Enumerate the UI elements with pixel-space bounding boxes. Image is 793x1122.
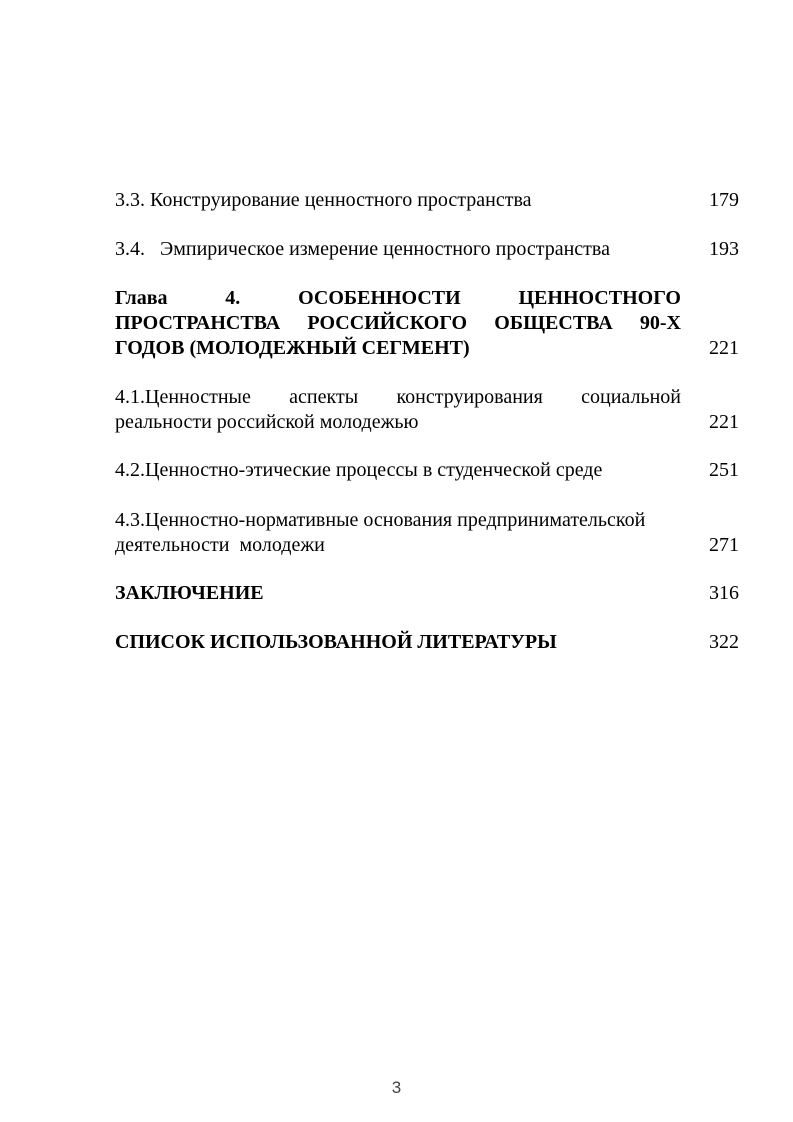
toc-entry-page: 322 — [709, 631, 739, 653]
toc-entry-3-3 — [115, 188, 739, 213]
toc-entry-title: 4.2.Ценностно-этические процессы в студенческой среде — [115, 459, 603, 481]
toc-entry-title: ЗАКЛЮЧЕНИЕ — [115, 582, 264, 604]
toc-entry-title — [115, 385, 681, 435]
toc-title-line: ГОДОВ (МОЛОДЕЖНЫЙ СЕГМЕНТ) — [115, 337, 470, 359]
toc-entry-page: 193 — [709, 238, 739, 260]
toc-entry-title: 3.4. Эмпирическое измерение ценностного пространства — [115, 238, 610, 260]
toc-title-line: деятельности молодежи — [115, 534, 325, 556]
toc-title-line: реальности российской молодежью — [115, 411, 419, 433]
toc-title-line: 4.1.Ценностные аспекты конструирования социальной — [115, 386, 681, 408]
toc-entry-page: 179 — [709, 189, 739, 211]
toc-entry-title — [115, 508, 681, 558]
toc-entry-page: 271 — [709, 534, 739, 556]
toc-entry-3-4 — [115, 237, 739, 262]
toc-entry-title — [115, 286, 681, 361]
toc-entry-chapter-4 — [115, 286, 739, 361]
toc-entry-page: 251 — [709, 459, 739, 481]
page-number: 3 — [391, 1078, 402, 1097]
toc-entry-4-2 — [115, 458, 739, 483]
toc-entry-page: 221 — [709, 337, 739, 359]
toc-entry-title: 3.3. Конструирование ценностного пространства — [115, 189, 532, 211]
toc-entry-title: СПИСОК ИСПОЛЬЗОВАННОЙ ЛИТЕРАТУРЫ — [115, 631, 557, 653]
toc-title-line: Глава 4. ОСОБЕННОСТИ ЦЕННОСТНОГО — [115, 287, 681, 309]
toc-title-line: ПРОСТРАНСТВА РОССИЙСКОГО ОБЩЕСТВА 90-Х — [115, 312, 681, 334]
toc-entry-page: 316 — [709, 582, 739, 604]
toc-entry-4-3 — [115, 508, 739, 558]
toc-title-line: 4.3.Ценностно-нормативные основания предпринимательской — [115, 509, 646, 531]
toc-entry-bibliography — [115, 630, 739, 655]
toc-entry-4-1 — [115, 385, 739, 435]
toc-entry-conclusion — [115, 581, 739, 606]
toc-entry-page: 221 — [709, 411, 739, 433]
